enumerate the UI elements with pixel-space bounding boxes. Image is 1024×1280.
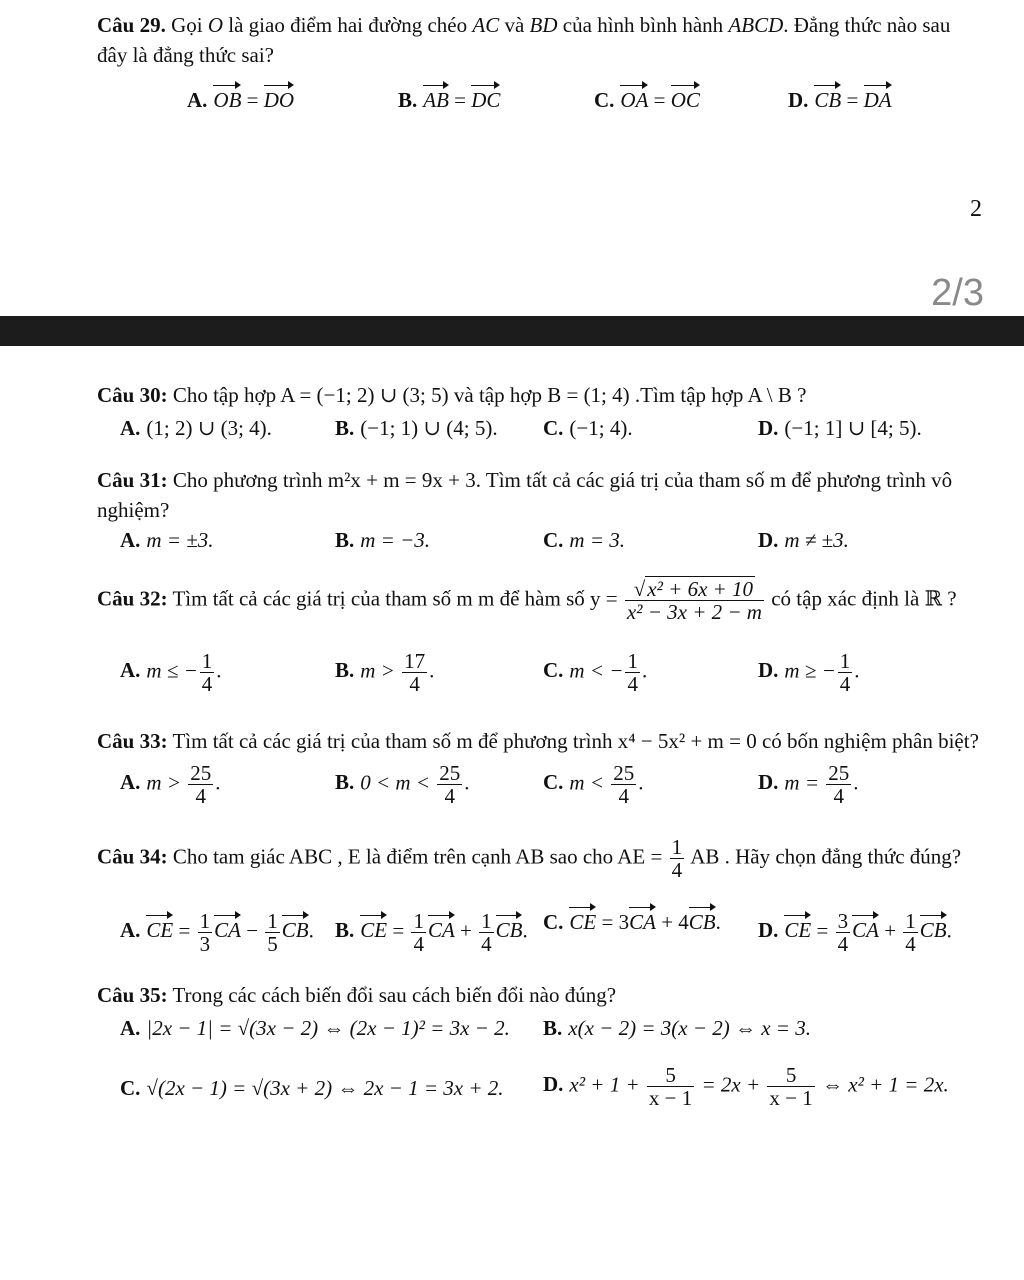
answer-option-b[interactable]: B. (−1; 1) ∪ (4; 5). [335, 416, 498, 440]
answer-row-30 [0, 416, 1024, 450]
answer-row-35a [0, 1016, 1024, 1050]
answer-option-b[interactable]: B. x(x − 2) = 3(x − 2) ⇔ x = 3. [543, 1016, 811, 1040]
question-29: Câu 29. Gọi O là giao điểm hai đường chéo AC và BD của hình bình hành ABCD. Đẳng thức nào sau đây là đẳng thức sai? [97, 13, 951, 67]
page-indicator: 2/3 [931, 272, 984, 314]
question-32: Câu 32: Tìm tất cả các giá trị của tham số m m để hàm số y = $\frac{\text{√x² + 6x + 10}}{\text{x² − 3x + 2 − m}}$ có tập xác định là ℝ ? [97, 577, 957, 624]
answer-option-c[interactable]: C. (−1; 4). [543, 416, 633, 440]
question-label: Câu 34: [97, 844, 168, 869]
answer-row-35b [0, 1064, 1024, 1120]
question-35: Câu 35: Trong các cách biến đổi sau cách biến đổi nào đúng? [97, 983, 617, 1007]
answer-option-a[interactable]: A. m > $\frac{25}{4}$ . [120, 761, 221, 808]
answer-option-d[interactable]: D. x² + 1 + $\frac{5}{x - 1}$ = 2x + $\frac{5}{x - 1}$ ⇔ x² + 1 = 2x. [543, 1063, 949, 1110]
answer-option-d[interactable]: D. m ≠ ±3. [758, 528, 849, 552]
page-divider [0, 316, 1024, 346]
question-label: Câu 29. [97, 13, 166, 37]
page-number: 2 [970, 196, 982, 222]
answer-option-b[interactable]: B. 0 < m < $\frac{25}{4}$ . [335, 761, 470, 808]
answer-row-33 [0, 762, 1024, 812]
answer-row-32 [0, 650, 1024, 700]
question-30: Câu 30: Cho tập hợp A = (−1; 2) ∪ (3; 5) và tập hợp B = (1; 4) .Tìm tập hợp A \ B ? [97, 383, 807, 407]
question-label: Câu 32: [97, 586, 168, 611]
answer-option-a[interactable]: A. OB = DO [187, 88, 295, 112]
question-label: Câu 31: [97, 468, 168, 492]
answer-row-31 [0, 528, 1024, 562]
answer-option-b[interactable]: B. CE = $\frac{1}{4}$ CA + $\frac{1}{4}$ CB. [335, 909, 528, 956]
answer-option-a[interactable]: A. (1; 2) ∪ (3; 4). [120, 416, 272, 440]
answer-option-c[interactable]: C. OA = OC [594, 88, 700, 112]
question-31: Câu 31: Cho phương trình m²x + m = 9x + 3. Tìm tất cả các giá trị của tham số m để phương trình vô nghiệm? [97, 468, 953, 522]
fraction: $\frac{\text{√x² + 6x + 10}}{\text{x² − 3x + 2 − m}}$ [626, 577, 762, 624]
question-label: Câu 35: [97, 983, 168, 1007]
answer-option-a[interactable]: A. CE = $\frac{1}{3}$ CA − $\frac{1}{5}$ CB. [120, 909, 314, 956]
answer-option-c[interactable]: C. √(2x − 1) = √(3x + 2) ⇔ 2x − 1 = 3x + 2. [120, 1076, 504, 1100]
answer-option-d[interactable]: D. m = $\frac{25}{4}$ . [758, 761, 859, 808]
answer-option-d[interactable]: D. CE = $\frac{3}{4}$ CA + $\frac{1}{4}$ CB. [758, 909, 952, 956]
answer-option-b[interactable]: B. AB = DC [398, 88, 501, 112]
answer-row-29 [0, 88, 1024, 122]
answer-option-b[interactable]: B. m > $\frac{17}{4}$ . [335, 649, 435, 696]
answer-option-c[interactable]: C. m < − $\frac{1}{4}$ . [543, 649, 648, 696]
answer-option-d[interactable]: D. m ≥ − $\frac{1}{4}$ . [758, 649, 860, 696]
answer-option-d[interactable]: D. CB = DA [788, 88, 892, 112]
answer-option-b[interactable]: B. m = −3. [335, 528, 431, 552]
answer-option-c[interactable]: C. CE = 3CA + 4CB. [543, 910, 721, 934]
question-label: Câu 30: [97, 383, 168, 407]
answer-option-a[interactable]: A. |2x − 1| = √(3x − 2) ⇔ (2x − 1)² = 3x − 2. [120, 1016, 510, 1040]
answer-option-d[interactable]: D. (−1; 1] ∪ [4; 5). [758, 416, 922, 440]
question-label: Câu 33: [97, 729, 168, 753]
answer-option-a[interactable]: A. m = ±3. [120, 528, 214, 552]
answer-option-c[interactable]: C. m < $\frac{25}{4}$ . [543, 761, 644, 808]
question-33: Câu 33: Tìm tất cả các giá trị của tham số m để phương trình x⁴ − 5x² + m = 0 có bốn nghiệm phân biệt? [97, 729, 979, 753]
answer-option-a[interactable]: A. m ≤ − $\frac{1}{4}$ . [120, 649, 222, 696]
answer-option-c[interactable]: C. m = 3. [543, 528, 626, 552]
answer-row-34 [0, 910, 1024, 960]
question-34: Câu 34: Cho tam giác ABC , E là điểm trên cạnh AB sao cho AE = $\frac{1}{4}$ AB . Hãy chọn đẳng thức đúng? [97, 835, 962, 882]
